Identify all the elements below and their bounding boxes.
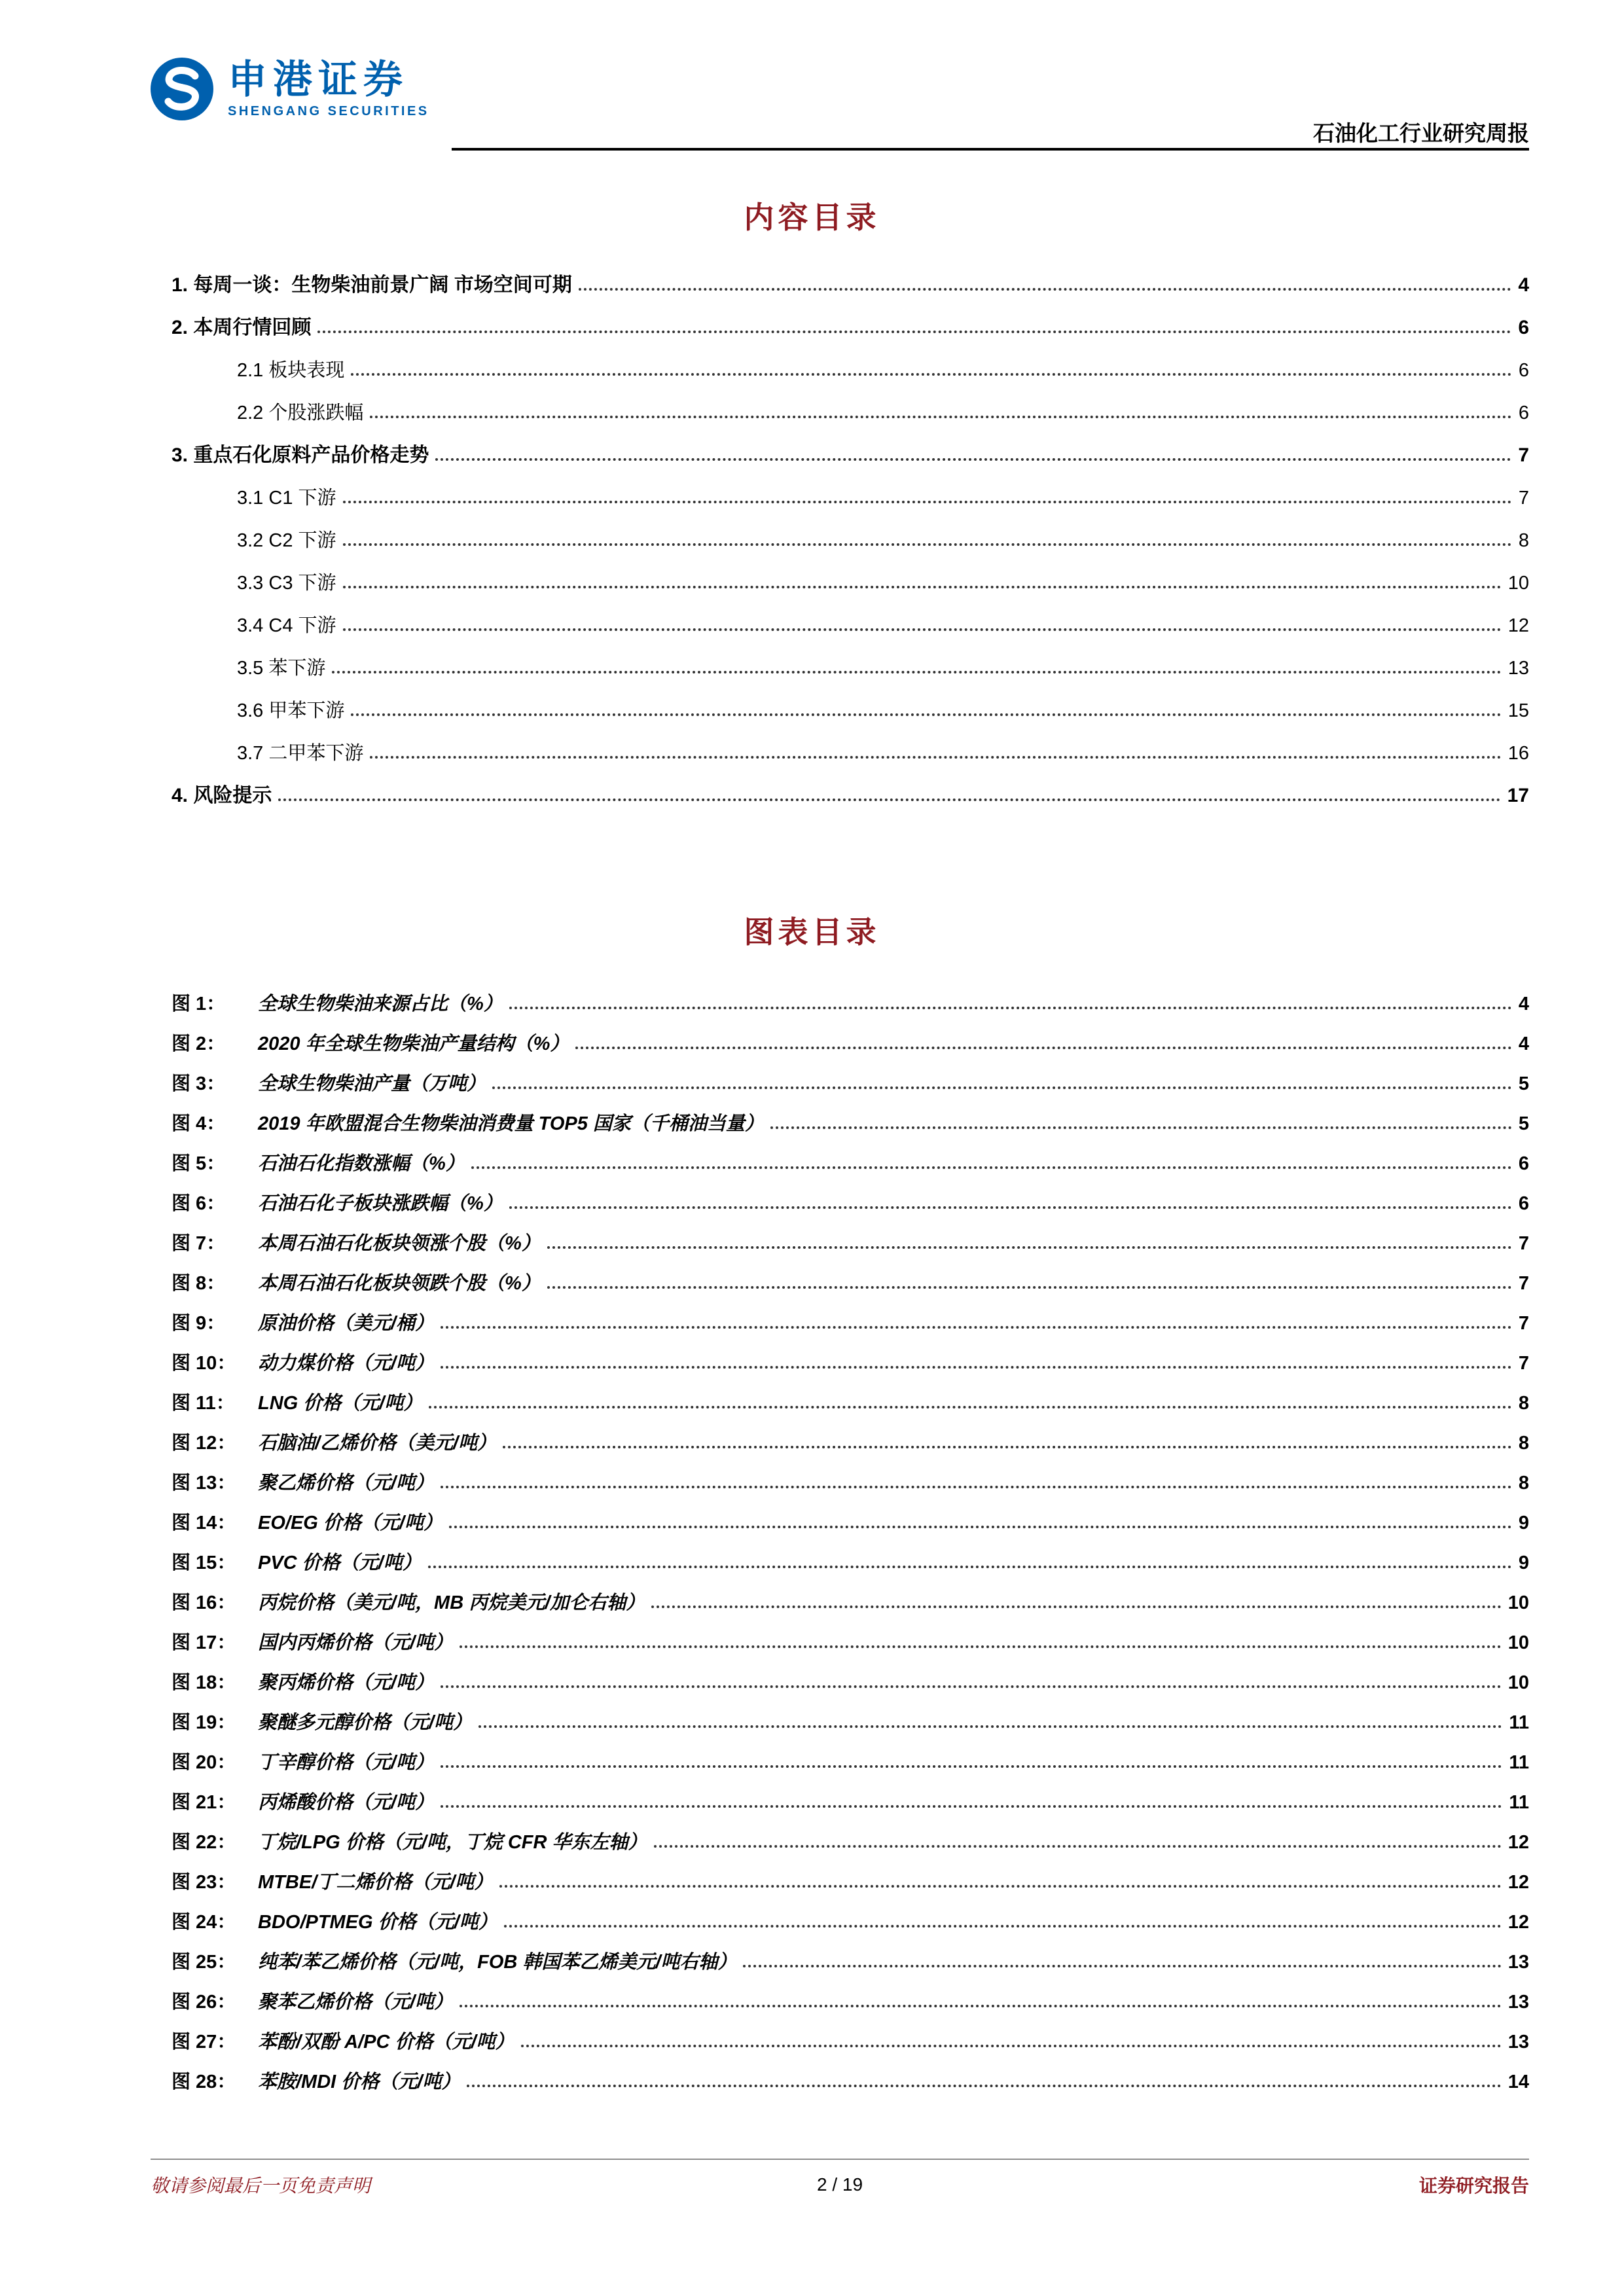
- figure-entry[interactable]: [171, 1175, 1529, 1215]
- toc-entry-page: 16: [1507, 742, 1529, 764]
- figure-entry-label: 图 27：: [171, 2031, 236, 2053]
- figure-entry[interactable]: [171, 1534, 1529, 1574]
- figure-entry-desc: MTBE/丁二烯价格（元/吨）: [258, 1871, 494, 1893]
- figure-entry-label: 图 7：: [171, 1232, 226, 1254]
- figure-entry-page: 7: [1518, 1352, 1529, 1374]
- figure-entry-desc: 丁辛醇价格（元/吨）: [258, 1751, 435, 1773]
- figure-entry-desc: 石油石化子板块涨跌幅（%）: [258, 1193, 503, 1214]
- figure-entry-page: 11: [1509, 1712, 1529, 1733]
- toc-entry-label: 3.3 C3 下游: [237, 572, 336, 594]
- figure-entry-desc: 原油价格（美元/桶）: [258, 1312, 435, 1334]
- figure-entry[interactable]: [171, 1255, 1529, 1295]
- figure-entry-desc: 2019 年欧盟混合生物柴油消费量 TOP5 国家（千桶油当量）: [258, 1113, 764, 1134]
- dotted-leader: [351, 373, 1511, 376]
- toc-entry-label: 3. 重点石化原料产品价格走势: [171, 444, 429, 466]
- toc-entry-label: 3.6 甲苯下游: [237, 700, 345, 721]
- figure-entry-desc: 聚乙烯价格（元/吨）: [258, 1472, 435, 1494]
- figure-entry-page: 4: [1518, 1033, 1529, 1054]
- logo-icon: [149, 56, 215, 122]
- dotted-leader: [449, 1526, 1512, 1528]
- toc-entry-page: 17: [1507, 784, 1529, 806]
- toc-entry-label: 3.5 苯下游: [237, 657, 326, 679]
- figure-entry-label: 图 8：: [171, 1272, 226, 1294]
- figure-entry-label: 图 3：: [171, 1073, 226, 1094]
- dotted-leader: [654, 1845, 1502, 1848]
- figure-entry[interactable]: [171, 2053, 1529, 2093]
- dotted-leader: [435, 458, 1511, 461]
- dotted-leader: [441, 1765, 1502, 1768]
- dotted-leader: [509, 1007, 1512, 1009]
- toc-entry[interactable]: [171, 552, 1529, 594]
- dotted-leader: [521, 2045, 1502, 2047]
- figure-entry-label: 图 22：: [171, 1831, 236, 1853]
- figure-entry[interactable]: [171, 1335, 1529, 1374]
- figure-entry-label: 图 4：: [171, 1113, 226, 1134]
- figure-entry[interactable]: [171, 1095, 1529, 1135]
- toc-entry-label: 3.2 C2 下游: [237, 529, 336, 551]
- figure-entry-desc: 丁烷/LPG 价格（元/吨，丁烷 CFR 华东左轴）: [258, 1831, 647, 1853]
- figure-list: [171, 975, 1529, 2093]
- figure-entry-page: 13: [1507, 1951, 1529, 1973]
- toc-entry-label: 4. 风险提示: [171, 784, 272, 806]
- dotted-leader: [441, 1805, 1502, 1808]
- figure-entry-desc: 2020 年全球生物柴油产量结构（%）: [258, 1033, 569, 1054]
- dotted-leader: [547, 1246, 1512, 1249]
- figure-entry-desc: LNG 价格（元/吨）: [258, 1392, 423, 1414]
- toc-entry[interactable]: [171, 254, 1529, 296]
- toc-entry-page: 4: [1518, 274, 1529, 296]
- figure-entry-desc: 国内丙烯价格（元/吨）: [258, 1632, 454, 1653]
- figure-entry-label: 图 14：: [171, 1512, 236, 1534]
- toc-entry[interactable]: [171, 509, 1529, 552]
- figure-entry-desc: 全球生物柴油产量（万吨）: [258, 1073, 486, 1094]
- toc-entry-label: 2.2 个股涨跌幅: [237, 402, 364, 423]
- figure-entry[interactable]: [171, 1215, 1529, 1255]
- figure-entry-desc: 聚苯乙烯价格（元/吨）: [258, 1991, 454, 2013]
- toc-entry[interactable]: [171, 637, 1529, 679]
- figure-entry[interactable]: [171, 1454, 1529, 1494]
- page-number: 2 / 19: [816, 2174, 863, 2195]
- figure-entry[interactable]: [171, 1574, 1529, 1614]
- dotted-leader: [575, 1047, 1512, 1049]
- figure-entry-page: 10: [1507, 1672, 1529, 1693]
- dotted-leader: [471, 1166, 1512, 1169]
- figure-entry-label: 图 10：: [171, 1352, 236, 1374]
- toc-entry-page: 13: [1507, 657, 1529, 679]
- dotted-leader: [460, 1645, 1502, 1648]
- footer-disclaimer: 敬请参阅最后一页免责声明: [151, 2176, 371, 2196]
- toc-entry-label: 2. 本周行情回顾: [171, 316, 312, 338]
- toc-entry[interactable]: [171, 722, 1529, 764]
- toc-entry-page: 12: [1507, 615, 1529, 636]
- dotted-leader: [460, 2005, 1502, 2007]
- figure-entry[interactable]: [171, 1893, 1529, 1933]
- figure-entry-label: 图 26：: [171, 1991, 236, 2013]
- figure-entry[interactable]: [171, 1814, 1529, 1854]
- figure-entry-page: 7: [1518, 1272, 1529, 1294]
- toc-section-title: 内容目录: [744, 200, 880, 234]
- figure-entry-page: 10: [1507, 1632, 1529, 1653]
- dotted-leader: [467, 2085, 1501, 2087]
- figure-entry-desc: 动力煤价格（元/吨）: [258, 1352, 435, 1374]
- figure-entry[interactable]: [171, 1494, 1529, 1534]
- figure-entry-desc: 丙烷价格（美元/吨，MB 丙烷美元/加仑右轴）: [258, 1592, 645, 1613]
- toc-entry-page: 7: [1518, 444, 1529, 466]
- figure-entry[interactable]: [171, 1414, 1529, 1454]
- figure-entry-label: 图 11：: [171, 1392, 235, 1414]
- header-divider: [452, 148, 1529, 151]
- figure-entry[interactable]: [171, 1694, 1529, 1734]
- figure-entry[interactable]: [171, 1973, 1529, 2013]
- dotted-leader: [504, 1925, 1502, 1928]
- figure-entry-desc: 苯酚/双酚 A/PC 价格（元/吨）: [258, 2031, 514, 2053]
- figure-entry-label: 图 1：: [171, 993, 226, 1014]
- figure-entry-page: 5: [1518, 1113, 1529, 1134]
- figure-entry[interactable]: [171, 1774, 1529, 1814]
- figure-entry-label: 图 19：: [171, 1712, 236, 1733]
- figures-section-title: 图表目录: [744, 915, 880, 949]
- figure-entry-label: 图 20：: [171, 1751, 236, 1773]
- figure-entry-label: 图 28：: [171, 2071, 236, 2092]
- dotted-leader: [547, 1286, 1512, 1289]
- figure-entry-page: 13: [1507, 2031, 1529, 2053]
- dotted-leader: [429, 1406, 1512, 1408]
- figure-entry-page: 8: [1518, 1472, 1529, 1494]
- figure-entry-desc: 纯苯/苯乙烯价格（元/吨，FOB 韩国苯乙烯美元/吨右轴）: [258, 1951, 737, 1973]
- figure-entry-page: 10: [1507, 1592, 1529, 1613]
- figure-entry[interactable]: [171, 1055, 1529, 1095]
- toc-entry-label: 3.7 二甲苯下游: [237, 742, 364, 764]
- figure-entry-page: 9: [1518, 1552, 1529, 1573]
- toc-entry[interactable]: [171, 679, 1529, 722]
- figure-entry-label: 图 23：: [171, 1871, 236, 1893]
- figure-entry-desc: 石油石化指数涨幅（%）: [258, 1153, 465, 1174]
- figure-entry[interactable]: [171, 1654, 1529, 1694]
- figure-entry-label: 图 16：: [171, 1592, 236, 1613]
- figure-entry-page: 5: [1518, 1073, 1529, 1094]
- dotted-leader: [492, 1086, 1512, 1089]
- brand-text: [228, 59, 429, 119]
- figure-entry[interactable]: [171, 1734, 1529, 1774]
- figure-entry-desc: EO/EG 价格（元/吨）: [258, 1512, 442, 1534]
- toc-entry-page: 7: [1518, 487, 1529, 509]
- brand-name-en: SHENGANG SECURITIES: [228, 104, 429, 118]
- dotted-leader: [317, 331, 1511, 333]
- figure-entry-page: 12: [1507, 1831, 1529, 1853]
- figure-entry-page: 7: [1518, 1232, 1529, 1254]
- figure-entry-label: 图 17：: [171, 1632, 236, 1653]
- figure-entry[interactable]: [171, 1854, 1529, 1893]
- figure-entry-page: 6: [1518, 1153, 1529, 1174]
- figure-entry-page: 14: [1507, 2071, 1529, 2092]
- toc-entry[interactable]: [171, 467, 1529, 509]
- figure-entry-desc: 全球生物柴油来源占比（%）: [258, 993, 503, 1014]
- dotted-leader: [370, 756, 1501, 759]
- figure-entry-desc: 丙烯酸价格（元/吨）: [258, 1791, 435, 1813]
- figure-entry-label: 图 6：: [171, 1193, 226, 1214]
- dotted-leader: [343, 501, 1512, 503]
- toc-entry-page: 6: [1518, 402, 1529, 423]
- figure-entry-desc: 聚丙烯价格（元/吨）: [258, 1672, 435, 1693]
- figure-entry-label: 图 5：: [171, 1153, 226, 1174]
- dotted-leader: [503, 1446, 1512, 1448]
- figure-entry-label: 图 24：: [171, 1911, 236, 1933]
- figure-entry[interactable]: [171, 2013, 1529, 2053]
- toc-entry[interactable]: [171, 594, 1529, 637]
- figure-entry-label: 图 21：: [171, 1791, 236, 1813]
- figure-entry[interactable]: [171, 1614, 1529, 1654]
- figure-entry-page: 4: [1518, 993, 1529, 1014]
- dotted-leader: [441, 1486, 1512, 1488]
- figure-entry-page: 8: [1518, 1432, 1529, 1454]
- dotted-leader: [441, 1366, 1512, 1369]
- dotted-leader: [343, 628, 1502, 631]
- footer-divider: [151, 2159, 1529, 2160]
- dotted-leader: [351, 713, 1501, 716]
- figure-entry-desc: 苯胺/MDI 价格（元/吨）: [258, 2071, 461, 2092]
- dotted-leader: [441, 1685, 1502, 1688]
- figure-entry-desc: 本周石油石化板块领跌个股（%）: [258, 1272, 541, 1294]
- toc-list: [171, 254, 1529, 807]
- figure-entry-page: 11: [1509, 1751, 1529, 1773]
- toc-entry-page: 6: [1518, 359, 1529, 381]
- figure-entry[interactable]: [171, 1135, 1529, 1175]
- figure-entry-label: 图 13：: [171, 1472, 236, 1494]
- figure-entry[interactable]: [171, 975, 1529, 1015]
- figure-entry-label: 图 18：: [171, 1672, 236, 1693]
- footer-report-label: 证券研究报告: [1418, 2176, 1529, 2196]
- figure-entry-page: 13: [1507, 1991, 1529, 2013]
- toc-entry-label: 3.1 C1 下游: [237, 487, 336, 509]
- dotted-leader: [478, 1725, 1502, 1728]
- figure-entry[interactable]: [171, 1295, 1529, 1335]
- toc-entry[interactable]: [171, 296, 1529, 339]
- dotted-leader: [651, 1605, 1501, 1608]
- toc-entry-page: 8: [1518, 529, 1529, 551]
- figure-entry-desc: 石脑油/乙烯价格（美元/吨）: [258, 1432, 497, 1454]
- figure-entry[interactable]: [171, 1015, 1529, 1055]
- figure-entry-page: 9: [1518, 1512, 1529, 1534]
- dotted-leader: [278, 798, 1500, 801]
- dotted-leader: [441, 1326, 1512, 1329]
- dotted-leader: [770, 1126, 1512, 1129]
- company-logo: [149, 56, 429, 122]
- dotted-leader: [579, 288, 1512, 291]
- toc-entry-label: 3.4 C4 下游: [237, 615, 336, 636]
- figure-entry-desc: 聚醚多元醇价格（元/吨）: [258, 1712, 473, 1733]
- dotted-leader: [343, 586, 1502, 588]
- brand-name-cn: 申港证券: [228, 58, 408, 101]
- toc-entry[interactable]: [171, 764, 1529, 807]
- toc-entry-page: 10: [1507, 572, 1529, 594]
- page-footer: [151, 2172, 1529, 2198]
- dotted-leader: [343, 543, 1512, 546]
- toc-entry-label: 2.1 板块表现: [237, 359, 345, 381]
- figure-entry-label: 图 2：: [171, 1033, 226, 1054]
- figure-entry-desc: BDO/PTMEG 价格（元/吨）: [258, 1911, 497, 1933]
- dotted-leader: [509, 1206, 1512, 1209]
- dotted-leader: [499, 1885, 1501, 1888]
- figure-entry-label: 图 25：: [171, 1951, 236, 1973]
- dotted-leader: [743, 1965, 1501, 1967]
- figure-entry-page: 12: [1507, 1911, 1529, 1933]
- figure-entry-desc: PVC 价格（元/吨）: [258, 1552, 422, 1573]
- figure-entry-page: 12: [1507, 1871, 1529, 1893]
- dotted-leader: [370, 416, 1511, 418]
- toc-entry[interactable]: [171, 339, 1529, 382]
- toc-entry-page: 6: [1518, 316, 1529, 338]
- toc-entry-page: 15: [1507, 700, 1529, 721]
- figure-entry-page: 11: [1509, 1791, 1529, 1813]
- toc-entry[interactable]: [171, 382, 1529, 424]
- figure-entry-page: 8: [1518, 1392, 1529, 1414]
- figure-entry-label: 图 15：: [171, 1552, 236, 1573]
- figure-entry-label: 图 12：: [171, 1432, 236, 1454]
- figure-entry[interactable]: [171, 1933, 1529, 1973]
- dotted-leader: [428, 1566, 1512, 1568]
- figure-entry-label: 图 9：: [171, 1312, 226, 1334]
- toc-entry-label: 1. 每周一谈：生物柴油前景广阔 市场空间可期: [171, 274, 572, 296]
- figure-entry-desc: 本周石油石化板块领涨个股（%）: [258, 1232, 541, 1254]
- figure-entry[interactable]: [171, 1374, 1529, 1414]
- report-type-label: 石油化工行业研究周报: [1313, 121, 1529, 145]
- toc-entry[interactable]: [171, 424, 1529, 467]
- figure-entry-page: 6: [1518, 1193, 1529, 1214]
- dotted-leader: [332, 671, 1501, 673]
- figure-entry-page: 7: [1518, 1312, 1529, 1334]
